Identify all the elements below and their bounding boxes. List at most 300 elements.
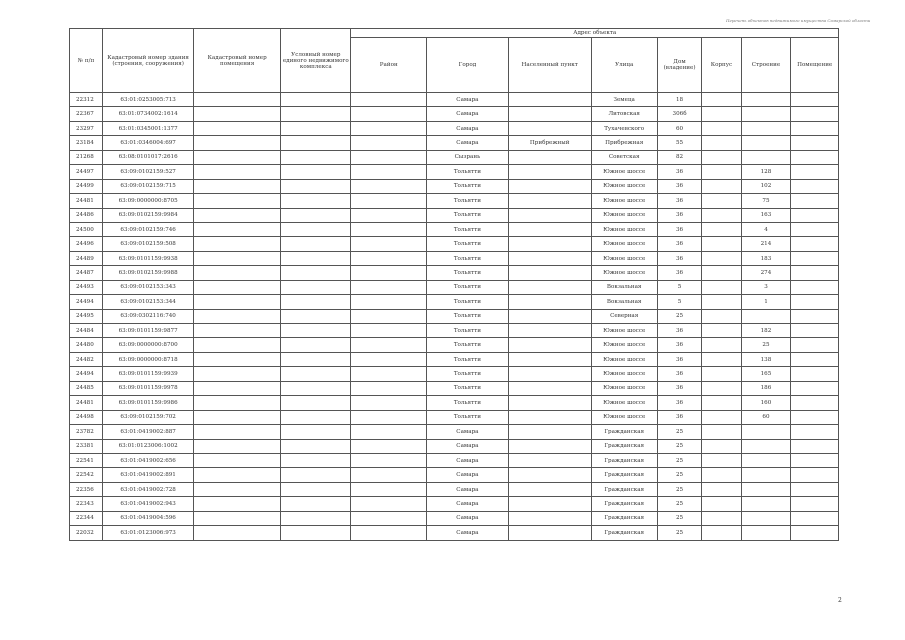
cell-street: Вокзальная [591, 295, 657, 309]
cell-complex-cad [281, 396, 351, 410]
cell-house: 25 [657, 468, 702, 482]
cell-premise [791, 497, 839, 511]
cell-building: 4 [741, 222, 791, 236]
cell-building-cad: 63:01:0419002:887 [103, 425, 194, 439]
cell-complex-cad [281, 93, 351, 107]
table-row [70, 439, 839, 453]
cell-city: Самара [427, 511, 509, 525]
cell-premise-cad [194, 324, 281, 338]
cell-premise [791, 381, 839, 395]
cell-premise [791, 425, 839, 439]
col-header-num: № п/п [70, 29, 103, 93]
cell-num: 24497 [70, 165, 103, 179]
cell-num: 24494 [70, 367, 103, 381]
cell-num: 22356 [70, 482, 103, 496]
cell-city: Тольятти [427, 280, 509, 294]
cell-premise-cad [194, 93, 281, 107]
cell-house: 36 [657, 194, 702, 208]
cell-city: Тольятти [427, 194, 509, 208]
cell-building-cad: 63:01:0345001:1377 [103, 121, 194, 135]
cell-premise [791, 468, 839, 482]
table-row [70, 367, 839, 381]
cell-city: Тольятти [427, 237, 509, 251]
cell-num: 24500 [70, 222, 103, 236]
cell-building-cad: 63:09:0302116:740 [103, 309, 194, 323]
cell-street: Южное шоссе [591, 208, 657, 222]
cell-house: 25 [657, 482, 702, 496]
cell-district [351, 526, 427, 540]
cell-house: 36 [657, 208, 702, 222]
cell-complex-cad [281, 497, 351, 511]
cell-korpus [702, 453, 741, 467]
cell-house: 25 [657, 453, 702, 467]
cell-korpus [702, 237, 741, 251]
cell-korpus [702, 208, 741, 222]
cell-korpus [702, 150, 741, 164]
cell-district [351, 136, 427, 150]
cell-city: Самара [427, 93, 509, 107]
cell-locality [508, 165, 591, 179]
cell-locality [508, 93, 591, 107]
table-row [70, 410, 839, 424]
cell-district [351, 410, 427, 424]
cell-building-cad: 63:01:0419002:943 [103, 497, 194, 511]
cell-district [351, 367, 427, 381]
cell-city: Тольятти [427, 251, 509, 265]
cell-street: Тухачевского [591, 121, 657, 135]
table-row [70, 280, 839, 294]
cell-building: 60 [741, 410, 791, 424]
cell-premise [791, 150, 839, 164]
cell-locality [508, 150, 591, 164]
cell-locality [508, 208, 591, 222]
cell-num: 22542 [70, 468, 103, 482]
cell-house: 25 [657, 511, 702, 525]
table-row [70, 93, 839, 107]
table-row [70, 381, 839, 395]
cell-building [741, 150, 791, 164]
page-header-note: Перечень объектов недвижимого имущества Самарской области [726, 18, 871, 23]
cell-complex-cad [281, 439, 351, 453]
cell-num: 23297 [70, 121, 103, 135]
cell-house: 5 [657, 280, 702, 294]
cell-locality [508, 497, 591, 511]
cell-korpus [702, 324, 741, 338]
cell-building [741, 309, 791, 323]
cell-locality [508, 425, 591, 439]
cell-district [351, 237, 427, 251]
cell-city: Самара [427, 439, 509, 453]
table-row [70, 511, 839, 525]
cell-premise-cad [194, 165, 281, 179]
cell-street: Гражданская [591, 497, 657, 511]
cell-building [741, 526, 791, 540]
cell-building [741, 511, 791, 525]
cell-premise [791, 526, 839, 540]
cell-house: 36 [657, 352, 702, 366]
cell-num: 23782 [70, 425, 103, 439]
cell-house: 25 [657, 439, 702, 453]
cell-locality [508, 237, 591, 251]
cell-locality [508, 179, 591, 193]
cell-district [351, 497, 427, 511]
cell-complex-cad [281, 280, 351, 294]
cell-house: 5 [657, 295, 702, 309]
cell-house: 36 [657, 251, 702, 265]
col-header-building-cad: Кадастровый номер здания (строения, сооружения) [103, 29, 194, 93]
cell-complex-cad [281, 381, 351, 395]
cell-locality [508, 410, 591, 424]
cell-premise-cad [194, 121, 281, 135]
cell-city: Тольятти [427, 410, 509, 424]
cell-complex-cad [281, 352, 351, 366]
cell-premise [791, 309, 839, 323]
cell-korpus [702, 136, 741, 150]
cell-city: Тольятти [427, 179, 509, 193]
table-body [70, 93, 839, 541]
cell-complex-cad [281, 165, 351, 179]
cell-street: Земеца [591, 93, 657, 107]
col-header-street: Улица [591, 38, 657, 93]
table-row [70, 179, 839, 193]
cell-city: Тольятти [427, 295, 509, 309]
cell-num: 24486 [70, 208, 103, 222]
cell-street: Южное шоссе [591, 194, 657, 208]
cell-city: Самара [427, 121, 509, 135]
cell-premise [791, 396, 839, 410]
cell-complex-cad [281, 251, 351, 265]
cell-house: 36 [657, 324, 702, 338]
cell-city: Сызрань [427, 150, 509, 164]
cell-house: 25 [657, 425, 702, 439]
cell-district [351, 324, 427, 338]
cell-district [351, 107, 427, 121]
cell-city: Тольятти [427, 352, 509, 366]
cell-locality [508, 107, 591, 121]
cell-premise-cad [194, 381, 281, 395]
cell-house: 36 [657, 222, 702, 236]
cell-premise-cad [194, 222, 281, 236]
cell-num: 24481 [70, 396, 103, 410]
cell-premise [791, 93, 839, 107]
cell-premise [791, 194, 839, 208]
cell-house: 25 [657, 309, 702, 323]
cell-street: Гражданская [591, 439, 657, 453]
cell-city: Тольятти [427, 165, 509, 179]
cell-complex-cad [281, 468, 351, 482]
cell-complex-cad [281, 309, 351, 323]
cell-building-cad: 63:09:0102153:343 [103, 280, 194, 294]
cell-street: Гражданская [591, 468, 657, 482]
cell-street: Литовская [591, 107, 657, 121]
cell-premise [791, 222, 839, 236]
cell-korpus [702, 410, 741, 424]
cell-premise [791, 338, 839, 352]
cell-building [741, 93, 791, 107]
cell-complex-cad [281, 526, 351, 540]
cell-locality [508, 381, 591, 395]
page-number: 2 [838, 597, 842, 604]
cell-house: 36 [657, 237, 702, 251]
cell-city: Самара [427, 453, 509, 467]
cell-complex-cad [281, 324, 351, 338]
cell-num: 23381 [70, 439, 103, 453]
cell-city: Самара [427, 497, 509, 511]
cell-house: 18 [657, 93, 702, 107]
cell-locality [508, 266, 591, 280]
cell-locality [508, 468, 591, 482]
table-row [70, 396, 839, 410]
cell-district [351, 280, 427, 294]
table-row [70, 338, 839, 352]
cell-korpus [702, 352, 741, 366]
cell-locality: Прибрежный [508, 136, 591, 150]
cell-locality [508, 251, 591, 265]
cell-house: 60 [657, 121, 702, 135]
cell-building-cad: 63:09:0000000:8705 [103, 194, 194, 208]
cell-building-cad: 63:01:0734002:1614 [103, 107, 194, 121]
cell-building: 274 [741, 266, 791, 280]
col-header-building: Строение [741, 38, 791, 93]
cell-premise-cad [194, 482, 281, 496]
cell-building: 138 [741, 352, 791, 366]
cell-korpus [702, 381, 741, 395]
cell-premise [791, 179, 839, 193]
cell-city: Самара [427, 526, 509, 540]
cell-city: Самара [427, 425, 509, 439]
cell-building-cad: 63:01:0419002:891 [103, 468, 194, 482]
cell-korpus [702, 482, 741, 496]
cell-premise [791, 136, 839, 150]
cell-building-cad: 63:09:0101159:9877 [103, 324, 194, 338]
cell-building-cad: 63:01:0419004:596 [103, 511, 194, 525]
cell-street: Гражданская [591, 453, 657, 467]
cell-building [741, 453, 791, 467]
cell-premise [791, 237, 839, 251]
cell-house: 82 [657, 150, 702, 164]
cell-num: 24484 [70, 324, 103, 338]
cell-street: Южное шоссе [591, 237, 657, 251]
col-header-premise: Помещение [791, 38, 839, 93]
cell-building-cad: 63:01:0123006:973 [103, 526, 194, 540]
cell-building-cad: 63:09:0000000:8718 [103, 352, 194, 366]
col-header-locality: Населенный пункт [508, 38, 591, 93]
cell-district [351, 121, 427, 135]
cell-locality [508, 367, 591, 381]
cell-building-cad: 63:09:0102159:527 [103, 165, 194, 179]
cell-premise [791, 352, 839, 366]
cell-city: Тольятти [427, 266, 509, 280]
cell-building: 3 [741, 280, 791, 294]
cell-premise [791, 324, 839, 338]
cell-num: 24481 [70, 194, 103, 208]
cell-premise-cad [194, 410, 281, 424]
cell-korpus [702, 266, 741, 280]
cell-city: Тольятти [427, 381, 509, 395]
cell-premise-cad [194, 338, 281, 352]
cell-korpus [702, 497, 741, 511]
cell-district [351, 511, 427, 525]
cell-complex-cad [281, 237, 351, 251]
cell-city: Самара [427, 468, 509, 482]
cell-building-cad: 63:09:0102159:746 [103, 222, 194, 236]
cell-premise-cad [194, 295, 281, 309]
table-row [70, 266, 839, 280]
cell-num: 22032 [70, 526, 103, 540]
cell-premise [791, 439, 839, 453]
cell-building: 1 [741, 295, 791, 309]
cell-premise-cad [194, 208, 281, 222]
table-row [70, 324, 839, 338]
cell-district [351, 266, 427, 280]
cell-building [741, 121, 791, 135]
cell-street: Южное шоссе [591, 381, 657, 395]
cell-korpus [702, 526, 741, 540]
cell-building [741, 136, 791, 150]
cell-building [741, 497, 791, 511]
cell-building-cad: 63:01:0346004:697 [103, 136, 194, 150]
table-row [70, 482, 839, 496]
cell-street: Южное шоссе [591, 251, 657, 265]
cell-num: 24498 [70, 410, 103, 424]
table-row [70, 165, 839, 179]
cell-premise-cad [194, 526, 281, 540]
cell-building-cad: 63:09:0101159:9939 [103, 367, 194, 381]
cell-num: 22541 [70, 453, 103, 467]
cell-street: Гражданская [591, 425, 657, 439]
cell-num: 22344 [70, 511, 103, 525]
cell-city: Тольятти [427, 208, 509, 222]
cell-building: 186 [741, 381, 791, 395]
cell-premise-cad [194, 309, 281, 323]
cell-num: 24499 [70, 179, 103, 193]
cell-city: Тольятти [427, 338, 509, 352]
cell-premise-cad [194, 468, 281, 482]
cell-korpus [702, 194, 741, 208]
cell-locality [508, 295, 591, 309]
cell-premise-cad [194, 439, 281, 453]
cell-korpus [702, 280, 741, 294]
cell-street: Южное шоссе [591, 222, 657, 236]
table-row [70, 251, 839, 265]
cell-district [351, 439, 427, 453]
cell-locality [508, 309, 591, 323]
cell-district [351, 482, 427, 496]
cell-premise-cad [194, 453, 281, 467]
cell-premise-cad [194, 237, 281, 251]
cell-num: 22312 [70, 93, 103, 107]
cell-premise [791, 511, 839, 525]
cell-num: 23184 [70, 136, 103, 150]
cell-korpus [702, 121, 741, 135]
cell-district [351, 381, 427, 395]
cell-building-cad: 63:01:0253005:713 [103, 93, 194, 107]
cell-premise [791, 266, 839, 280]
cell-complex-cad [281, 222, 351, 236]
cell-premise [791, 165, 839, 179]
cell-house: 36 [657, 165, 702, 179]
cell-building-cad: 63:09:0102159:9988 [103, 266, 194, 280]
cell-premise-cad [194, 107, 281, 121]
cell-premise [791, 453, 839, 467]
table-row [70, 208, 839, 222]
cell-locality [508, 280, 591, 294]
cell-building-cad: 63:09:0000000:8700 [103, 338, 194, 352]
cell-district [351, 150, 427, 164]
cell-house: 306б [657, 107, 702, 121]
cell-korpus [702, 425, 741, 439]
table-row [70, 352, 839, 366]
cell-korpus [702, 93, 741, 107]
cell-complex-cad [281, 121, 351, 135]
cell-district [351, 251, 427, 265]
cell-house: 36 [657, 396, 702, 410]
cell-premise-cad [194, 179, 281, 193]
cell-korpus [702, 338, 741, 352]
cell-korpus [702, 107, 741, 121]
col-header-district: Район [351, 38, 427, 93]
cell-locality [508, 222, 591, 236]
cell-premise [791, 367, 839, 381]
cell-locality [508, 194, 591, 208]
cell-korpus [702, 222, 741, 236]
cell-premise-cad [194, 396, 281, 410]
cell-house: 36 [657, 266, 702, 280]
cell-complex-cad [281, 266, 351, 280]
cell-district [351, 425, 427, 439]
cell-num: 24489 [70, 251, 103, 265]
cell-korpus [702, 295, 741, 309]
cell-building [741, 439, 791, 453]
cell-num: 21268 [70, 150, 103, 164]
cell-premise-cad [194, 266, 281, 280]
cell-street: Вокзальная [591, 280, 657, 294]
table-row [70, 107, 839, 121]
cell-complex-cad [281, 179, 351, 193]
cell-district [351, 165, 427, 179]
cell-building-cad: 63:09:0101159:9938 [103, 251, 194, 265]
cell-house: 36 [657, 410, 702, 424]
cell-building: 160 [741, 396, 791, 410]
cell-street: Южное шоссе [591, 410, 657, 424]
cell-street: Южное шоссе [591, 179, 657, 193]
col-header-city: Город [427, 38, 509, 93]
cell-premise-cad [194, 280, 281, 294]
cell-city: Самара [427, 482, 509, 496]
cell-building [741, 468, 791, 482]
cell-locality [508, 453, 591, 467]
cell-building: 183 [741, 251, 791, 265]
cell-num: 24485 [70, 381, 103, 395]
cell-district [351, 338, 427, 352]
cell-street: Южное шоссе [591, 324, 657, 338]
cell-locality [508, 439, 591, 453]
cell-complex-cad [281, 107, 351, 121]
table-row [70, 468, 839, 482]
cell-building: 102 [741, 179, 791, 193]
col-header-house: Дом (владение) [657, 38, 702, 93]
cell-city: Тольятти [427, 222, 509, 236]
cell-korpus [702, 179, 741, 193]
cell-street: Южное шоссе [591, 165, 657, 179]
cell-district [351, 179, 427, 193]
property-table [69, 28, 839, 541]
table-row [70, 136, 839, 150]
cell-district [351, 208, 427, 222]
cell-district [351, 222, 427, 236]
cell-city: Самара [427, 107, 509, 121]
cell-district [351, 309, 427, 323]
